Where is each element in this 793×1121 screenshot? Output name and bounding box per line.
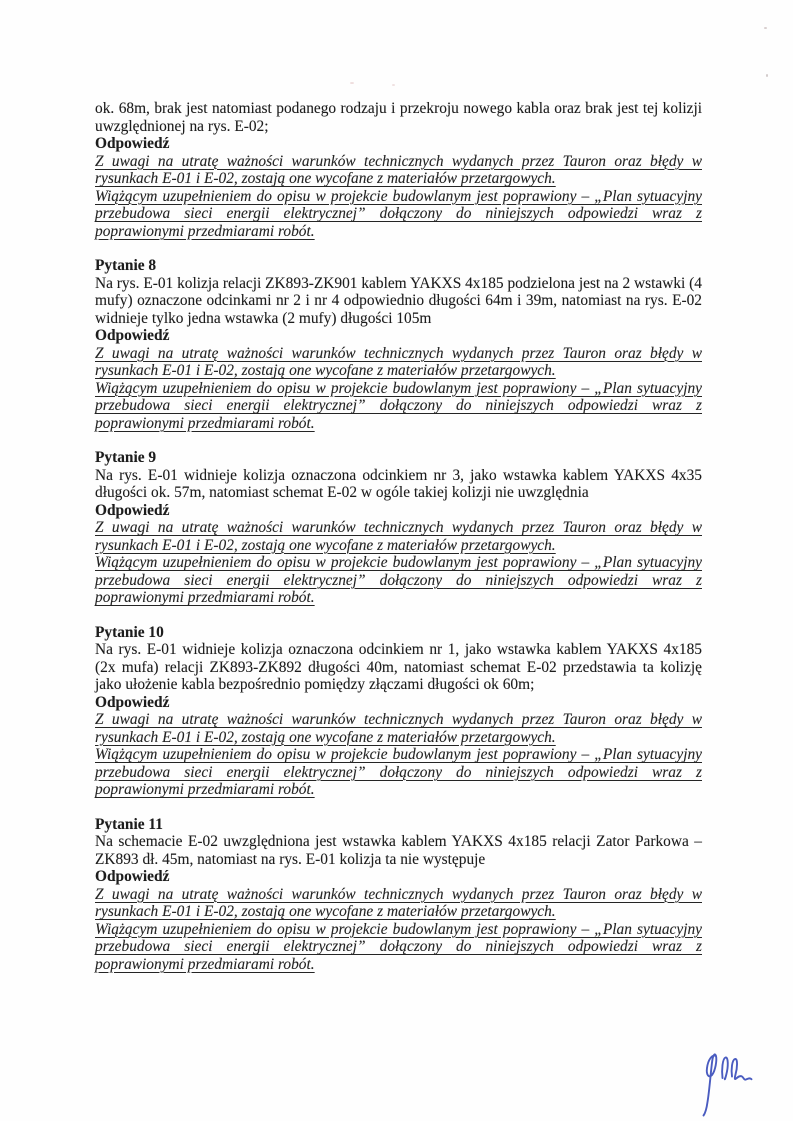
question-heading: Pytanie 11 bbox=[95, 815, 163, 833]
question-heading: Pytanie 8 bbox=[95, 257, 157, 274]
qa-block-question-10 bbox=[95, 624, 702, 799]
question-body: Na rys. E-01 widnieje kolizja oznaczona odcinkiem nr 1, jako wstawka kablem YAKXS 4x185 (2x mufa) relacji ZK893-ZK892 długości 40m, natomiast schemat E-02 przedstawia ta kolizję jako ułożenie kabla bezpośrednio pomiędzy złączami długości ok 60m; bbox=[95, 641, 702, 693]
answer-label: Odpowiedź bbox=[95, 868, 170, 885]
question-body: Na rys. E-01 widnieje kolizja oznaczona odcinkiem nr 3, jako wstawka kablem YAKXS 4x35 długości ok. 57m, natomiast schemat E-02 w ogóle takiej kolizji nie uwzględnia bbox=[95, 466, 702, 501]
answer-paragraph-1: Z uwagi na utratę ważności warunków technicznych wydanych przez Tauron oraz błędy w rysunkach E-01 i E-02, zostają one wycofane z materiałów przetargowych. bbox=[95, 519, 702, 554]
answer-paragraph-1: Z uwagi na utratę ważności warunków technicznych wydanych przez Tauron oraz błędy w rysunkach E-01 i E-02, zostają one wycofane z materiałów przetargowych. bbox=[95, 711, 702, 746]
qa-block-question-8 bbox=[95, 257, 702, 432]
answer-paragraph-2: Wiążącym uzupełnieniem do opisu w projekcie budowlanym jest poprawiony – „Plan sytuacyjny przebudowa sieci energii elektrycznej” dołączony do niniejszych odpowiedzi wraz z poprawionymi przedmiarami robót. bbox=[95, 746, 702, 798]
scan-speck bbox=[350, 82, 354, 84]
document-content bbox=[95, 100, 702, 990]
scan-speck bbox=[766, 74, 768, 77]
qa-block-intro bbox=[95, 100, 702, 240]
answer-paragraph-2: Wiążącym uzupełnieniem do opisu w projekcie budowlanym jest poprawiony – „Plan sytuacyjny przebudowa sieci energii elektrycznej” dołączony do niniejszych odpowiedzi wraz z poprawionymi przedmiarami robót. bbox=[95, 187, 702, 240]
answer-paragraph-1: Z uwagi na utratę ważności warunków technicznych wydanych przez Tauron oraz błędy w rysunkach E-01 i E-02, zostają one wycofane z materiałów przetargowych. bbox=[95, 885, 702, 920]
scan-speck bbox=[764, 27, 767, 29]
answer-paragraph-2: Wiążącym uzupełnieniem do opisu w projekcie budowlanym jest poprawiony – „Plan sytuacyjny przebudowa sieci energii elektrycznej” dołączony do niniejszych odpowiedzi wraz z poprawionymi przedmiarami robót. bbox=[95, 920, 702, 973]
answer-paragraph-2: Wiążącym uzupełnieniem do opisu w projekcie budowlanym jest poprawiony – „Plan sytuacyjny przebudowa sieci energii elektrycznej” dołączony do niniejszych odpowiedzi wraz z poprawionymi przedmiarami robót. bbox=[95, 379, 702, 432]
qa-block-question-9 bbox=[95, 449, 702, 607]
question-body: Na rys. E-01 kolizja relacji ZK893-ZK901 kablem YAKXS 4x185 podzielona jest na 2 wstawki (4 mufy) oznaczone odcinkami nr 2 i nr 4 odpowiednio długości 64m i 39m, natomiast na rys. E-02 widnieje tylko jedna wstawka (2 mufy) długości 105m bbox=[95, 274, 702, 327]
question-heading: Pytanie 9 bbox=[95, 449, 157, 466]
answer-label: Odpowiedź bbox=[95, 135, 170, 152]
question-heading: Pytanie 10 bbox=[95, 623, 164, 641]
handwritten-signature bbox=[696, 1042, 758, 1118]
question-body: Na schemacie E-02 uwzględniona jest wstawka kablem YAKXS 4x185 relacji Zator Parkowa – ZK893 dł. 45m, natomiast na rys. E-01 kolizja ta nie występuje bbox=[95, 833, 702, 868]
answer-paragraph-2: Wiążącym uzupełnieniem do opisu w projekcie budowlanym jest poprawiony – „Plan sytuacyjny przebudowa sieci energii elektrycznej” dołączony do niniejszych odpowiedzi wraz z poprawionymi przedmiarami robót. bbox=[95, 554, 702, 606]
answer-label: Odpowiedź bbox=[95, 693, 170, 711]
scan-speck bbox=[392, 84, 395, 86]
answer-label: Odpowiedź bbox=[95, 327, 170, 344]
qa-block-question-11 bbox=[95, 816, 702, 974]
answer-paragraph-1: Z uwagi na utratę ważności warunków technicznych wydanych przez Tauron oraz błędy w rysunkach E-01 i E-02, zostają one wycofane z materiałów przetargowych. bbox=[95, 344, 702, 379]
answer-label: Odpowiedź bbox=[95, 501, 170, 519]
intro-continuation-text: ok. 68m, brak jest natomiast podanego rodzaju i przekroju nowego kabla oraz brak jest tej kolizji uwzględnionej na rys. E-02; bbox=[95, 100, 702, 135]
answer-paragraph-1: Z uwagi na utratę ważności warunków technicznych wydanych przez Tauron oraz błędy w rysunkach E-01 i E-02, zostają one wycofane z materiałów przetargowych. bbox=[95, 152, 702, 187]
